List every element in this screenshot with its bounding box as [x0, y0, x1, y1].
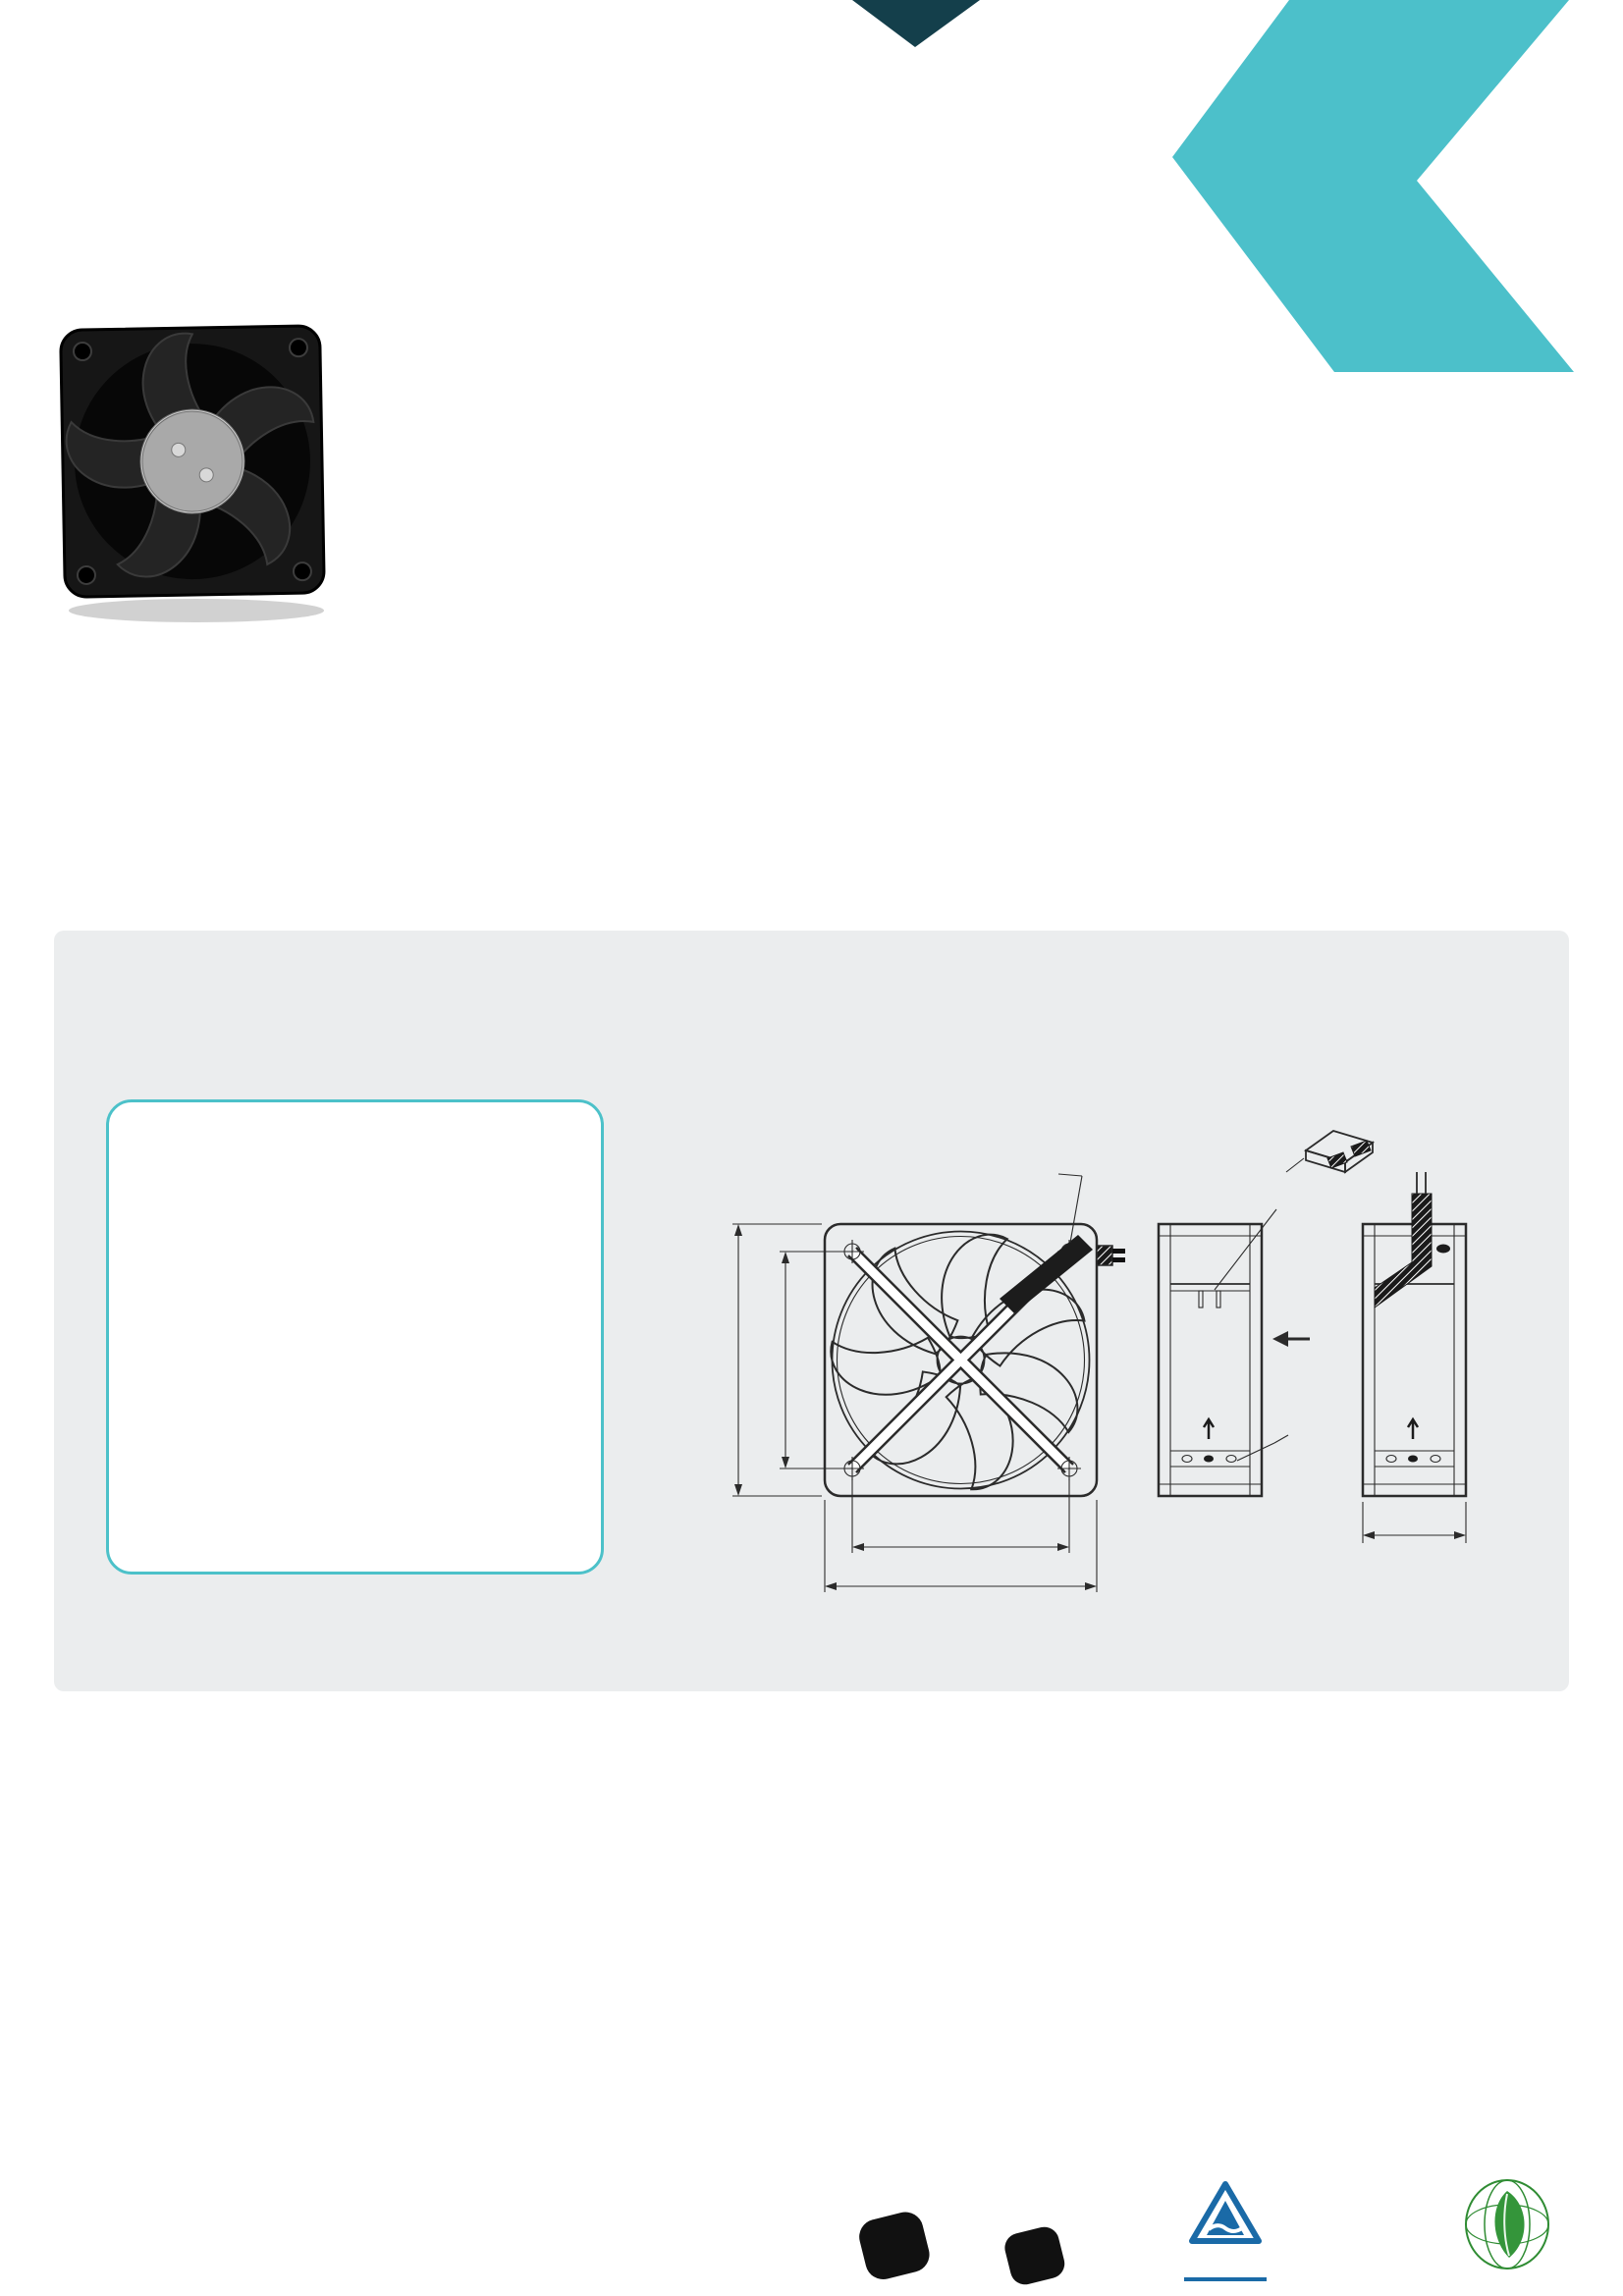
terminal-strip [1000, 1235, 1093, 1313]
pq-chart [106, 1099, 604, 1575]
dimension-drawing [687, 1119, 1600, 1634]
side-view-wire [1363, 1172, 1466, 1496]
corner-mark [852, 0, 980, 47]
ul-logo [856, 2205, 947, 2285]
tuv-logo [1181, 2179, 1271, 2285]
fan-front-view [819, 1219, 1125, 1496]
ce-logo [1314, 2203, 1441, 2279]
side-view-terminal [1159, 1224, 1262, 1496]
product-photo [49, 316, 344, 630]
air-flow-arrow-icon [1272, 1331, 1288, 1347]
depth-dimension [1363, 1502, 1466, 1543]
pq-chart-svg [109, 1102, 607, 1577]
rohs-logo [1456, 2177, 1558, 2289]
left-dimensions [732, 1224, 844, 1496]
cul-us-logo [982, 2220, 1139, 2289]
air-flow-label [1272, 1331, 1310, 1347]
terminal-plug-sketch [1286, 1131, 1373, 1172]
chevron-shape [1172, 0, 1574, 372]
